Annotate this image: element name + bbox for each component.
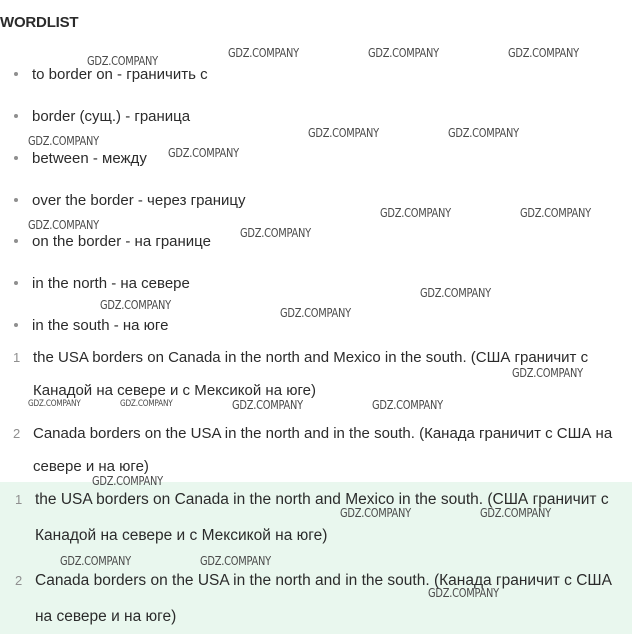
- bullet-icon: [14, 281, 18, 285]
- bullet-icon: [14, 323, 18, 327]
- answer-text: the USA borders on Canada in the north and Mexico in the south. (США граничит с Канадой на севере и с Мексикой на юге): [35, 491, 609, 544]
- watermark: GDZ.COMPANY: [87, 54, 158, 68]
- watermark: GDZ.COMPANY: [480, 506, 551, 520]
- watermark: GDZ.COMPANY: [512, 366, 583, 380]
- watermark: GDZ.COMPANY: [428, 586, 499, 600]
- bullet-icon: [14, 239, 18, 243]
- bullet-icon: [14, 114, 18, 118]
- page-title: WORDLIST: [0, 14, 79, 31]
- list-item: over the border - через границу: [14, 192, 246, 210]
- watermark: GDZ.COMPANY: [240, 226, 311, 240]
- example-number: 1: [13, 350, 21, 365]
- watermark: GDZ.COMPANY: [340, 506, 411, 520]
- answer-text: Canada borders on the USA in the north and in the south. (Канада граничит с США на севере и на юге): [35, 572, 612, 625]
- watermark: GDZ.COMPANY: [200, 554, 271, 568]
- list-item: in the north - на севере: [14, 275, 190, 293]
- watermark: GDZ.COMPANY: [120, 399, 173, 409]
- answer-number: 2: [15, 573, 23, 588]
- answer-item: [15, 563, 615, 635]
- watermark: GDZ.COMPANY: [448, 126, 519, 140]
- watermark: GDZ.COMPANY: [92, 474, 163, 488]
- watermark: GDZ.COMPANY: [28, 399, 81, 409]
- watermark: GDZ.COMPANY: [28, 218, 99, 232]
- bullet-icon: [14, 198, 18, 202]
- bullet-icon: [14, 156, 18, 160]
- watermark: GDZ.COMPANY: [380, 206, 451, 220]
- watermark: GDZ.COMPANY: [520, 206, 591, 220]
- bullet-icon: [14, 72, 18, 76]
- list-item: in the south - на юге: [14, 317, 168, 335]
- list-item: border (сущ.) - граница: [14, 108, 190, 126]
- watermark: GDZ.COMPANY: [100, 298, 171, 312]
- watermark: GDZ.COMPANY: [60, 554, 131, 568]
- watermark: GDZ.COMPANY: [28, 134, 99, 148]
- watermark: GDZ.COMPANY: [280, 306, 351, 320]
- watermark: GDZ.COMPANY: [232, 398, 303, 412]
- watermark: GDZ.COMPANY: [308, 126, 379, 140]
- watermark: GDZ.COMPANY: [420, 286, 491, 300]
- watermark: GDZ.COMPANY: [228, 46, 299, 60]
- example-text: the USA borders on Canada in the north and Mexico in the south. (США граничит с Канадой на севере и с Мексикой на юге): [33, 349, 589, 399]
- watermark: GDZ.COMPANY: [168, 146, 239, 160]
- answer-number: 1: [15, 492, 23, 507]
- list-item: on the border - на границе: [14, 233, 211, 251]
- watermark: GDZ.COMPANY: [372, 398, 443, 412]
- example-text: Canada borders on the USA in the north and in the south. (Канада граничит с США на севере и на юге): [33, 425, 613, 475]
- example-number: 2: [13, 426, 21, 441]
- watermark: GDZ.COMPANY: [368, 46, 439, 60]
- list-item: between - между: [14, 150, 147, 168]
- list-item: to border on - граничить с: [14, 66, 208, 84]
- watermark: GDZ.COMPANY: [508, 46, 579, 60]
